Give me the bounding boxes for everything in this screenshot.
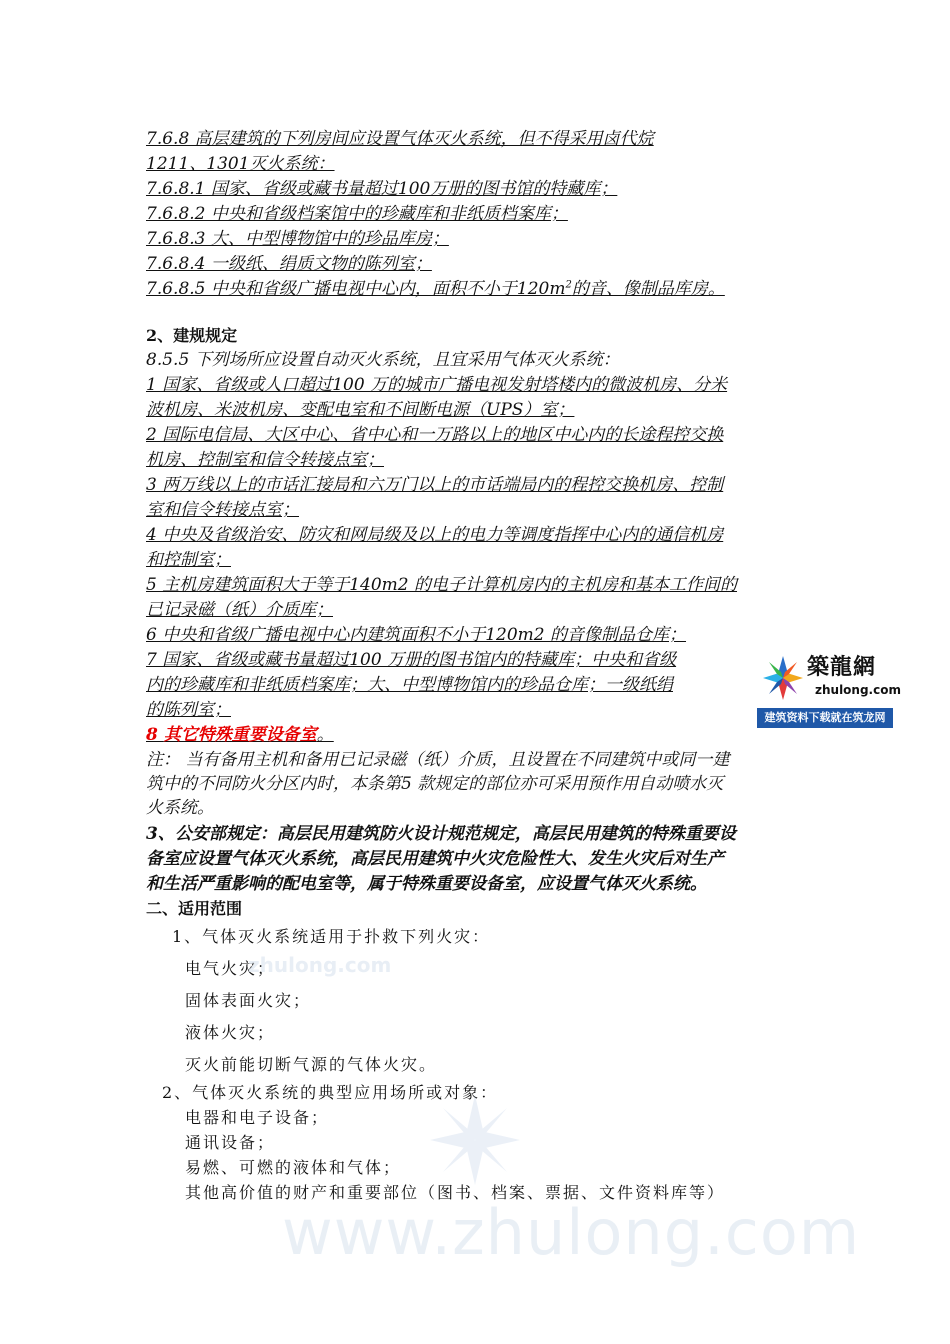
mps-rule-line3: 和生活严重影响的配电室等，属于特殊重要设备室，应设置气体灭火系统。 [146,874,707,894]
logo-domain: zhulong.com [815,683,901,697]
item-7-line3: 的陈列室； [146,700,231,720]
scope1-item-solid: 固体表面火灾； [185,991,312,1010]
item-1-line1: 1 国家、省级或人口超过100 万的城市广播电视发射塔楼内的微波机房、分米 [146,375,728,395]
scope1-item-electrical: 电气火灾； [185,959,276,978]
clause-7-6-8-1: 7.6.8.1 国家、省级或藏书量超过100万册的图书馆的特藏库； [146,179,618,199]
clause-7-6-8-4: 7.6.8.4 一级纸、绢质文物的陈列室； [146,254,432,274]
logo-chinese-name: 築龍網 [807,654,877,680]
note-line2: 筑中的不同防火分区内时，本条第5 款规定的部位亦可采用预作用自动喷水灭 [146,774,724,794]
clause-7-6-8-2: 7.6.8.2 中央和省级档案馆中的珍藏库和非纸质档案库； [146,204,568,224]
item-5-line2: 已记录磁（纸）介质库； [146,600,333,620]
scope2-title: 2、气体灭火系统的典型应用场所或对象： [162,1083,499,1102]
item-7-line2: 内的珍藏库和非纸质档案库；大、中型博物馆内的珍品仓库；一级纸绢 [146,675,673,695]
item-3-line1: 3 两万线以上的市话汇接局和六万门以上的市话端局内的程控交换机房、控制 [146,475,724,495]
clause-8-5-5: 8.5.5 下列场所应设置自动灭火系统，且宜采用气体灭火系统： [146,350,620,370]
logo-slogan: 建筑资料下载就在筑龙网 [764,711,886,724]
item-2-line2: 机房、控制室和信令转接点室； [146,450,384,470]
scope2-item-telecom: 通讯设备； [185,1133,276,1152]
scope1-item-gas: 灭火前能切断气源的气体火灾。 [185,1055,438,1074]
scope1-title: 1、气体灭火系统适用于扑救下列火灾： [172,927,491,946]
note-line1: 注： 当有备用主机和备用已记录磁（纸）介质，且设置在不同建筑中或同一建 [146,750,730,770]
mps-rule-line1: 3、公安部规定：高层民用建筑防火设计规范规定，高层民用建筑的特殊重要设 [146,824,736,844]
clause-7-6-8-3: 7.6.8.3 大、中型博物馆中的珍品库房； [146,229,449,249]
watermark-bottom-text: www.zhulong.com [282,1196,861,1269]
note-line3: 火系统。 [146,798,214,818]
zhulong-logo [757,648,901,730]
scope2-item-high-value: 其他高价值的财产和重要部位（图书、档案、票据、文件资料库等） [185,1183,726,1202]
scope2-item-flammables: 易燃、可燃的液体和气体； [185,1158,402,1177]
item-4-line1: 4 中央及省级治安、防灾和网局级及以上的电力等调度指挥中心内的通信机房 [146,525,724,545]
item-6: 6 中央和省级广播电视中心内建筑面积不小于120m2 的音像制品仓库； [146,625,687,645]
item-7-line1: 7 国家、省级或藏书量超过100 万册的图书馆内的特藏库；中央和省级 [146,650,677,670]
scope2-item-electronics: 电器和电子设备； [185,1108,330,1127]
item-8: 8 其它特殊重要设备室。 [146,725,334,745]
clause-7-6-8-cont: 1211、1301灭火系统： [146,154,335,174]
item-5-line1: 5 主机房建筑面积大于等于140m2 的电子计算机房内的主机房和基本工作间的 [146,575,738,595]
item-1-line2: 波机房、米波机房、变配电室和不间断电源（UPS）室； [146,400,575,420]
watermark-mid-text: zhulong.com [248,953,392,977]
watermark-flower-icon [425,1090,525,1190]
item-3-line2: 室和信令转接点室； [146,500,299,520]
item-4-line2: 和控制室； [146,550,231,570]
heading-scope: 二、适用范围 [146,899,243,918]
item-2-line1: 2 国际电信局、大区中心、省中心和一万路以上的地区中心内的长途程控交换 [146,425,724,445]
zhulong-logo-icon [761,654,805,702]
mps-rule-line2: 备室应设置气体灭火系统，高层民用建筑中火灾危险性大、发生火灾后对生产 [146,849,724,869]
clause-7-6-8-5: 7.6.8.5 中央和省级广播电视中心内，面积不小于$120m^2$的音、像制品库房。 [146,279,725,299]
logo-slogan-band [757,708,893,728]
clause-7-6-8: 7.6.8 高层建筑的下列房间应设置气体灭火系统，但不得采用卤代烷 [146,129,654,149]
heading-building-code: 2、建规规定 [146,326,238,345]
scope1-item-liquid: 液体火灾； [185,1023,276,1042]
